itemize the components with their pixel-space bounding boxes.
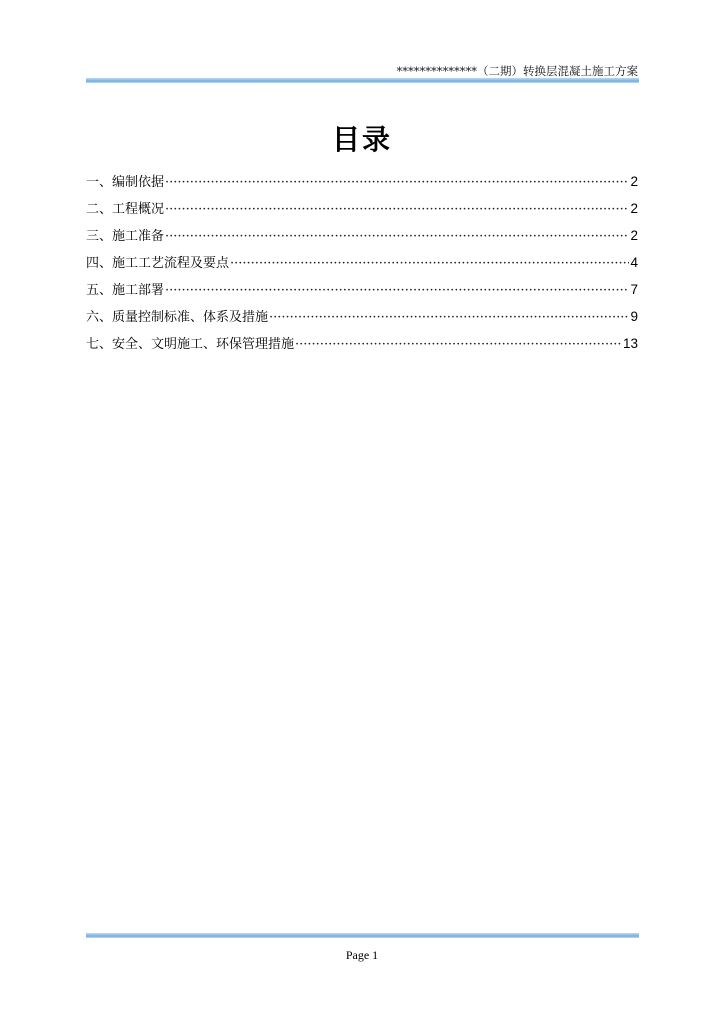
toc-dot-leader bbox=[165, 173, 629, 193]
toc-dot-leader bbox=[230, 254, 629, 274]
toc-entry-page: 9 bbox=[630, 309, 638, 324]
toc-dot-leader bbox=[165, 281, 629, 301]
toc-entry-1[interactable] bbox=[86, 172, 638, 199]
toc-entry-2[interactable] bbox=[86, 199, 638, 226]
toc-dot-leader bbox=[269, 308, 629, 328]
header-title: **************（二期）转换层混凝土施工方案 bbox=[396, 64, 638, 78]
toc-entry-label: 一、编制依据 bbox=[86, 175, 165, 190]
toc-entry-label: 七、安全、文明施工、环保管理措施 bbox=[86, 337, 295, 352]
footer-rule bbox=[86, 933, 639, 938]
toc-entry-label: 二、工程概况 bbox=[86, 202, 165, 217]
toc-entry-label: 五、施工部署 bbox=[86, 283, 165, 298]
toc-entry-page: 4 bbox=[630, 255, 638, 270]
toc-entry-6[interactable] bbox=[86, 307, 638, 334]
toc-title: 目录 bbox=[331, 123, 392, 156]
toc-entry-page: 2 bbox=[630, 174, 638, 189]
toc-dot-leader bbox=[295, 335, 622, 355]
toc-entry-label: 六、质量控制标准、体系及措施 bbox=[86, 310, 269, 325]
toc-entry-7[interactable] bbox=[86, 334, 638, 361]
toc-dot-leader bbox=[165, 200, 629, 220]
toc-entry-page: 7 bbox=[630, 282, 638, 297]
toc-entry-3[interactable] bbox=[86, 226, 638, 253]
toc-entry-4[interactable] bbox=[86, 253, 638, 280]
header-rule bbox=[86, 78, 639, 83]
toc-entry-label: 四、施工工艺流程及要点 bbox=[86, 256, 230, 271]
toc-entry-page: 2 bbox=[630, 201, 638, 216]
page-number: Page 1 bbox=[345, 948, 379, 962]
toc-entry-5[interactable] bbox=[86, 280, 638, 307]
toc-dot-leader bbox=[165, 227, 629, 247]
toc-entry-page: 2 bbox=[630, 228, 638, 243]
toc-entry-label: 三、施工准备 bbox=[86, 229, 165, 244]
toc-list bbox=[86, 172, 638, 361]
toc-entry-page: 13 bbox=[622, 336, 638, 351]
